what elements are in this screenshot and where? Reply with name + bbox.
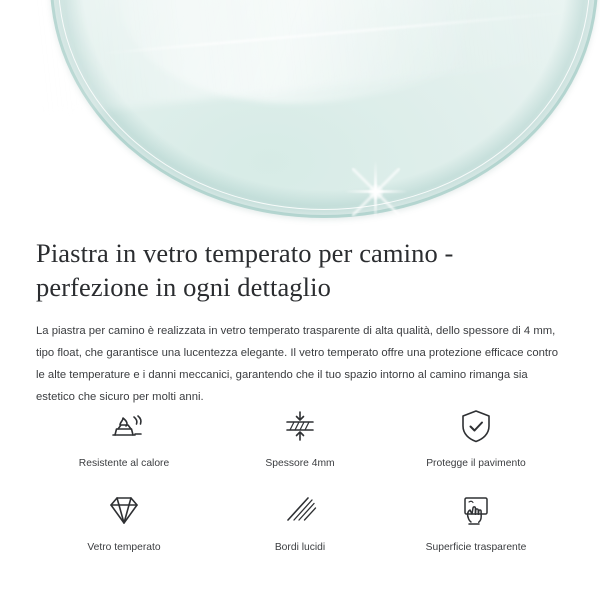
feature-label: Resistente al calore: [78, 458, 170, 469]
article-body: La piastra per camino è realizzata in vetro temperato trasparente di alta qualità, dello spessore di 4 mm, tipo float, che garantisce una lucentezza elegante. Il vetro temperato offre una protezione efficace contro le alte temperature e i danni meccanici, garantendo che il tuo spazio intorno al camino rimanga sia estetico che sicuro per molti anni.: [36, 324, 559, 403]
thickness-arrows-icon: [272, 404, 328, 448]
feature-label: Vetro temperato: [87, 542, 161, 554]
shield-check-icon: [448, 404, 504, 448]
page-title: Piastra in vetro temperato per camino - perfezione in ogni dettaglio: [36, 238, 454, 303]
hero-image: [0, 0, 600, 228]
feature-grid: [36, 404, 564, 555]
article-content: [0, 228, 600, 408]
feature-item-tempered-glass: [36, 488, 212, 554]
feature-item-heat-resistant: [36, 404, 212, 470]
feature-item-transparent-surface: [388, 488, 564, 554]
feature-item-polished-edges: [212, 488, 388, 554]
polished-edge-icon: [272, 488, 328, 532]
feature-label: Protegge il pavimento: [426, 458, 526, 469]
feature-label: Superficie trasparente: [425, 542, 527, 554]
feature-item-thickness: [212, 404, 388, 470]
diamond-icon: [96, 488, 152, 532]
feature-item-floor-protection: [388, 404, 564, 470]
wiping-hands-cloth-icon: [448, 488, 504, 532]
feature-label: Bordi lucidi: [274, 542, 326, 554]
feature-label: Spessore 4mm: [265, 458, 335, 469]
heat-resistant-icon: [96, 404, 152, 448]
